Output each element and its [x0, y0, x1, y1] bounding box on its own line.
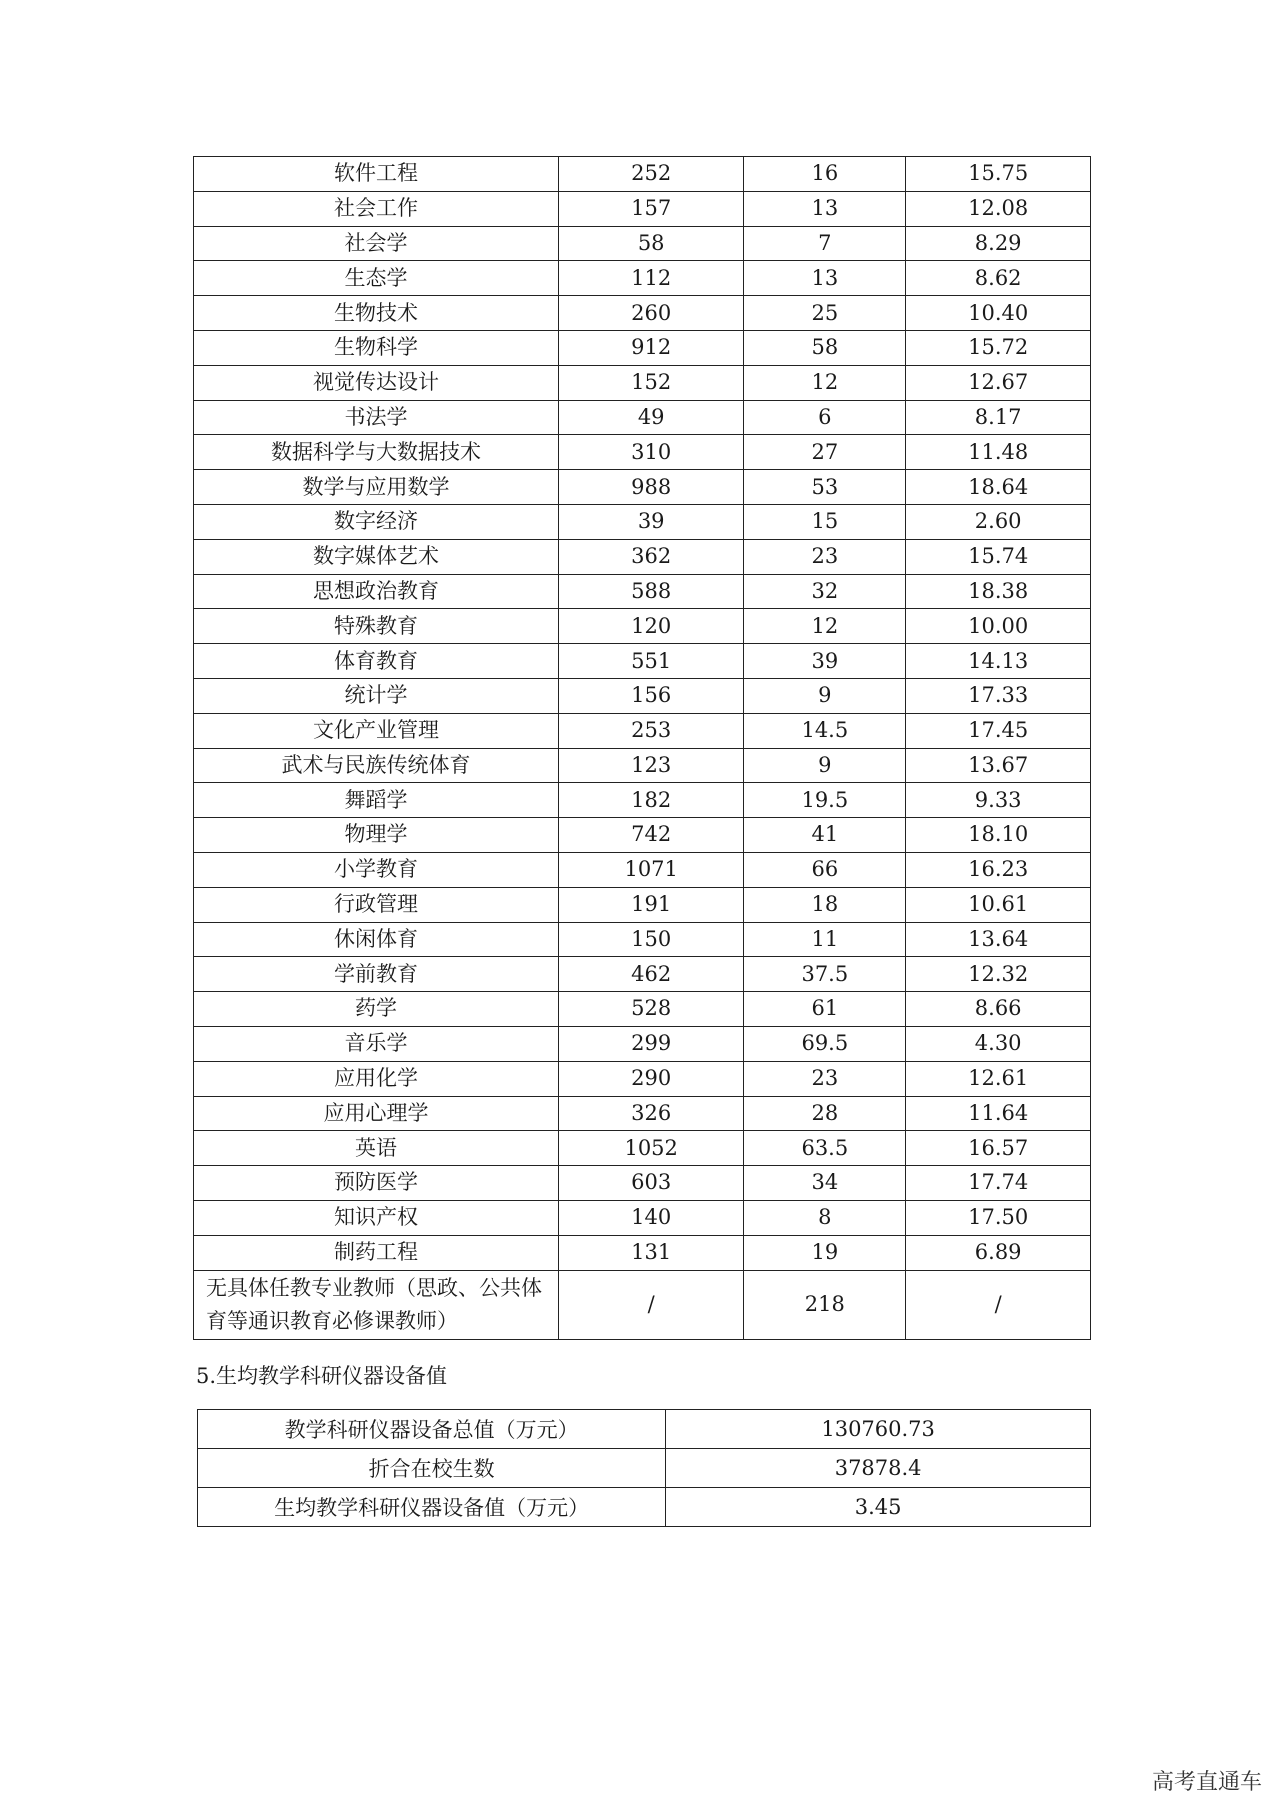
teacher-count-cell: 25	[744, 296, 906, 331]
teacher-count-cell: 6	[744, 400, 906, 435]
teacher-count-cell: 14.5	[744, 713, 906, 748]
table-row	[194, 783, 1091, 818]
teacher-count-cell: 11	[744, 922, 906, 957]
major-name-cell: 药学	[194, 992, 559, 1027]
teacher-count-cell: 18	[744, 887, 906, 922]
table-row	[198, 1488, 1091, 1527]
table-row	[194, 922, 1091, 957]
major-name-cell: 社会学	[194, 226, 559, 261]
ratio-cell: 13.67	[906, 748, 1091, 783]
teacher-count-cell: 28	[744, 1096, 906, 1131]
student-count-cell: 58	[559, 226, 744, 261]
major-name-cell: 英语	[194, 1131, 559, 1166]
major-name-cell: 武术与民族传统体育	[194, 748, 559, 783]
teacher-count-cell: 34	[744, 1166, 906, 1201]
major-name-cell: 体育教育	[194, 644, 559, 679]
equipment-label-cell: 教学科研仪器设备总值（万元）	[198, 1410, 666, 1449]
ratio-cell: 8.29	[906, 226, 1091, 261]
teacher-count-cell: 13	[744, 261, 906, 296]
ratio-cell: 6.89	[906, 1235, 1091, 1270]
teacher-count-cell: 63.5	[744, 1131, 906, 1166]
student-count-cell: 120	[559, 609, 744, 644]
major-name-cell: 社会工作	[194, 191, 559, 226]
student-count-cell: 988	[559, 470, 744, 505]
equipment-value-cell: 37878.4	[666, 1449, 1091, 1488]
major-name-cell: 视觉传达设计	[194, 365, 559, 400]
ratio-cell: 12.32	[906, 957, 1091, 992]
table-row	[194, 1235, 1091, 1270]
student-count-cell: 462	[559, 957, 744, 992]
major-name-cell: 应用心理学	[194, 1096, 559, 1131]
major-name-cell: 特殊教育	[194, 609, 559, 644]
major-name-cell: 制药工程	[194, 1235, 559, 1270]
teacher-count-cell: 19	[744, 1235, 906, 1270]
ratio-cell: /	[906, 1270, 1091, 1339]
table-row	[194, 435, 1091, 470]
ratio-cell: 13.64	[906, 922, 1091, 957]
equipment-table	[197, 1409, 1091, 1527]
major-name-cell: 思想政治教育	[194, 574, 559, 609]
major-name-cell: 数学与应用数学	[194, 470, 559, 505]
teacher-count-cell: 41	[744, 818, 906, 853]
equipment-label-cell: 折合在校生数	[198, 1449, 666, 1488]
ratio-cell: 17.50	[906, 1200, 1091, 1235]
table-row	[194, 678, 1091, 713]
major-name-cell: 数字经济	[194, 504, 559, 539]
teacher-count-cell: 8	[744, 1200, 906, 1235]
major-name-cell: 统计学	[194, 678, 559, 713]
student-count-cell: 290	[559, 1061, 744, 1096]
student-count-cell: 112	[559, 261, 744, 296]
student-count-cell: 362	[559, 539, 744, 574]
teacher-count-cell: 218	[744, 1270, 906, 1339]
teacher-count-cell: 16	[744, 157, 906, 192]
major-name-cell: 行政管理	[194, 887, 559, 922]
major-name-cell: 软件工程	[194, 157, 559, 192]
student-count-cell: 326	[559, 1096, 744, 1131]
major-name-cell: 应用化学	[194, 1061, 559, 1096]
major-name-cell: 学前教育	[194, 957, 559, 992]
ratio-cell: 11.48	[906, 435, 1091, 470]
teacher-count-cell: 12	[744, 609, 906, 644]
student-count-cell: 588	[559, 574, 744, 609]
student-count-cell: 742	[559, 818, 744, 853]
major-name-cell: 文化产业管理	[194, 713, 559, 748]
teacher-count-cell: 37.5	[744, 957, 906, 992]
student-count-cell: /	[559, 1270, 744, 1339]
student-count-cell: 157	[559, 191, 744, 226]
equipment-value-cell: 130760.73	[666, 1410, 1091, 1449]
student-count-cell: 310	[559, 435, 744, 470]
teacher-count-cell: 61	[744, 992, 906, 1027]
table-row	[194, 713, 1091, 748]
student-count-cell: 150	[559, 922, 744, 957]
ratio-cell: 16.57	[906, 1131, 1091, 1166]
teacher-count-cell: 53	[744, 470, 906, 505]
ratio-cell: 14.13	[906, 644, 1091, 679]
table-row	[194, 261, 1091, 296]
table-row	[194, 609, 1091, 644]
table-row	[194, 330, 1091, 365]
student-count-cell: 1071	[559, 852, 744, 887]
student-count-cell: 152	[559, 365, 744, 400]
ratio-cell: 16.23	[906, 852, 1091, 887]
table-row	[194, 957, 1091, 992]
table-row	[194, 1061, 1091, 1096]
table-row	[194, 1270, 1091, 1339]
major-name-cell: 生物技术	[194, 296, 559, 331]
table-row	[194, 574, 1091, 609]
teacher-count-cell: 7	[744, 226, 906, 261]
ratio-cell: 15.75	[906, 157, 1091, 192]
ratio-cell: 15.72	[906, 330, 1091, 365]
ratio-cell: 11.64	[906, 1096, 1091, 1131]
section-title: 5.生均教学科研仪器设备值	[196, 1364, 448, 1388]
teacher-count-cell: 9	[744, 678, 906, 713]
major-name-cell: 生物科学	[194, 330, 559, 365]
table-row	[194, 992, 1091, 1027]
major-name-cell: 生态学	[194, 261, 559, 296]
student-count-cell: 1052	[559, 1131, 744, 1166]
table-row	[194, 1026, 1091, 1061]
table-row	[194, 400, 1091, 435]
table-row	[194, 191, 1091, 226]
table-row	[194, 1200, 1091, 1235]
ratio-cell: 12.67	[906, 365, 1091, 400]
teacher-count-cell: 23	[744, 539, 906, 574]
major-name-cell: 数字媒体艺术	[194, 539, 559, 574]
student-count-cell: 191	[559, 887, 744, 922]
ratio-cell: 17.45	[906, 713, 1091, 748]
student-count-cell: 603	[559, 1166, 744, 1201]
equipment-value-cell: 3.45	[666, 1488, 1091, 1527]
table-row	[194, 644, 1091, 679]
teacher-count-cell: 9	[744, 748, 906, 783]
ratio-cell: 17.33	[906, 678, 1091, 713]
ratio-cell: 8.17	[906, 400, 1091, 435]
major-name-cell: 知识产权	[194, 1200, 559, 1235]
student-count-cell: 299	[559, 1026, 744, 1061]
ratio-cell: 9.33	[906, 783, 1091, 818]
table-row	[198, 1410, 1091, 1449]
student-count-cell: 140	[559, 1200, 744, 1235]
student-count-cell: 131	[559, 1235, 744, 1270]
teacher-count-cell: 13	[744, 191, 906, 226]
table-row	[194, 1166, 1091, 1201]
ratio-cell: 18.10	[906, 818, 1091, 853]
student-count-cell: 912	[559, 330, 744, 365]
major-name-cell: 舞蹈学	[194, 783, 559, 818]
student-count-cell: 252	[559, 157, 744, 192]
teacher-count-cell: 32	[744, 574, 906, 609]
major-name-cell: 小学教育	[194, 852, 559, 887]
major-name-cell: 物理学	[194, 818, 559, 853]
teacher-count-cell: 15	[744, 504, 906, 539]
ratio-cell: 18.64	[906, 470, 1091, 505]
equipment-table-body	[198, 1410, 1091, 1527]
table-row	[194, 504, 1091, 539]
table-row	[194, 852, 1091, 887]
major-table	[193, 156, 1091, 1340]
ratio-cell: 10.40	[906, 296, 1091, 331]
student-count-cell: 123	[559, 748, 744, 783]
ratio-cell: 4.30	[906, 1026, 1091, 1061]
table-row	[194, 157, 1091, 192]
ratio-cell: 12.61	[906, 1061, 1091, 1096]
table-row	[194, 818, 1091, 853]
student-count-cell: 253	[559, 713, 744, 748]
major-name-cell: 预防医学	[194, 1166, 559, 1201]
ratio-cell: 10.61	[906, 887, 1091, 922]
teacher-count-cell: 66	[744, 852, 906, 887]
table-row	[194, 226, 1091, 261]
teacher-count-cell: 58	[744, 330, 906, 365]
student-count-cell: 528	[559, 992, 744, 1027]
ratio-cell: 8.62	[906, 261, 1091, 296]
student-count-cell: 49	[559, 400, 744, 435]
ratio-cell: 18.38	[906, 574, 1091, 609]
table-row	[194, 296, 1091, 331]
table-row	[194, 470, 1091, 505]
table-row	[194, 365, 1091, 400]
major-table-body	[194, 157, 1091, 1340]
major-name-cell: 休闲体育	[194, 922, 559, 957]
ratio-cell: 10.00	[906, 609, 1091, 644]
student-count-cell: 260	[559, 296, 744, 331]
teacher-count-cell: 19.5	[744, 783, 906, 818]
student-count-cell: 551	[559, 644, 744, 679]
major-name-cell: 无具体任教专业教师（思政、公共体育等通识教育必修课教师）	[194, 1270, 559, 1339]
major-name-cell: 书法学	[194, 400, 559, 435]
ratio-cell: 15.74	[906, 539, 1091, 574]
ratio-cell: 2.60	[906, 504, 1091, 539]
major-name-cell: 数据科学与大数据技术	[194, 435, 559, 470]
teacher-count-cell: 27	[744, 435, 906, 470]
ratio-cell: 17.74	[906, 1166, 1091, 1201]
watermark: 高考直通车	[1151, 1770, 1262, 1795]
student-count-cell: 182	[559, 783, 744, 818]
equipment-label-cell: 生均教学科研仪器设备值（万元）	[198, 1488, 666, 1527]
teacher-count-cell: 23	[744, 1061, 906, 1096]
table-row	[194, 539, 1091, 574]
teacher-count-cell: 39	[744, 644, 906, 679]
table-row	[194, 1096, 1091, 1131]
table-row	[198, 1449, 1091, 1488]
table-row	[194, 887, 1091, 922]
table-row	[194, 1131, 1091, 1166]
table-row	[194, 748, 1091, 783]
ratio-cell: 8.66	[906, 992, 1091, 1027]
teacher-count-cell: 12	[744, 365, 906, 400]
student-count-cell: 39	[559, 504, 744, 539]
teacher-count-cell: 69.5	[744, 1026, 906, 1061]
ratio-cell: 12.08	[906, 191, 1091, 226]
major-name-cell: 音乐学	[194, 1026, 559, 1061]
student-count-cell: 156	[559, 678, 744, 713]
